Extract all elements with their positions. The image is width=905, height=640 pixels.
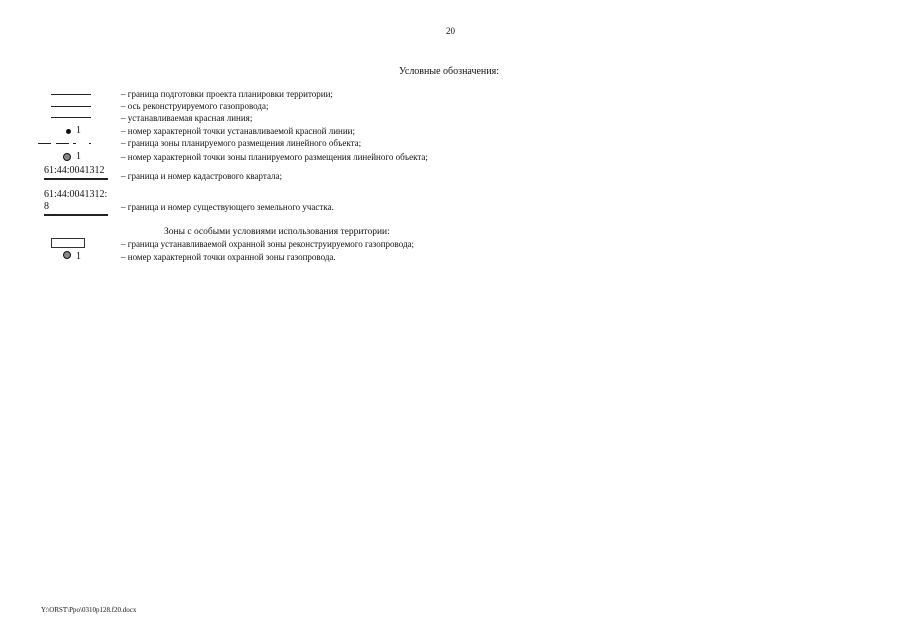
protection-zone-point-number: 1 xyxy=(76,251,81,262)
page-number: 20 xyxy=(446,26,455,36)
legend-desc-zone-point: – номер характерной точки зоны планируемого размещения линейного объекта; xyxy=(121,152,428,162)
red-line-symbol xyxy=(51,117,91,118)
legend-desc-planning-boundary: – граница подготовки проекта планировки территории; xyxy=(121,89,333,99)
zone-boundary-dash-1 xyxy=(38,143,51,144)
cadastral-quarter-boundary-symbol xyxy=(44,178,108,180)
zone-boundary-dash-2 xyxy=(56,143,69,144)
legend-desc-cadastral-quarter: – граница и номер кадастрового квартала; xyxy=(121,171,283,181)
footer-file-path: Y:\ORST\Ppo\0310p128.f20.docx xyxy=(41,606,137,614)
protection-zone-boundary-symbol xyxy=(51,238,85,248)
legend-desc-red-line: – устанавливаемая красная линия; xyxy=(121,113,253,123)
zone-boundary-dash-4 xyxy=(89,143,91,144)
legend-desc-gas-pipeline-axis: – ось реконструируемого газопровода; xyxy=(121,101,269,111)
red-line-point-icon xyxy=(66,129,71,134)
legend-desc-protection-zone-point: – номер характерной точки охранной зоны газопровода. xyxy=(121,252,336,262)
legend-desc-red-line-point: – номер характерной точки устанавливаемой красной линии; xyxy=(121,126,355,136)
zone-point-number: 1 xyxy=(76,151,81,162)
legend-desc-zone-boundary: – граница зоны планируемого размещения линейного объекта; xyxy=(121,138,362,148)
red-line-point-number: 1 xyxy=(76,125,81,136)
legend-desc-protection-zone: – граница устанавливаемой охранной зоны реконструируемого газопровода; xyxy=(121,239,415,249)
protection-zone-point-icon xyxy=(63,251,71,259)
land-plot-number-line2: 8 xyxy=(44,201,49,212)
cadastral-quarter-number: 61:44:0041312 xyxy=(44,165,105,176)
legend-desc-land-plot: – граница и номер существующего земельного участка. xyxy=(121,202,334,212)
zone-point-icon xyxy=(63,153,71,161)
zone-boundary-dash-3 xyxy=(73,143,76,144)
legend-title: Условные обозначения: xyxy=(399,66,500,77)
land-plot-number-line1: 61:44:0041312: xyxy=(44,189,108,200)
special-zones-title: Зоны с особыми условиями использования территории: xyxy=(164,227,390,237)
land-plot-boundary-symbol xyxy=(44,214,108,216)
gas-pipeline-axis-symbol xyxy=(51,106,91,107)
planning-boundary-symbol xyxy=(51,94,91,95)
